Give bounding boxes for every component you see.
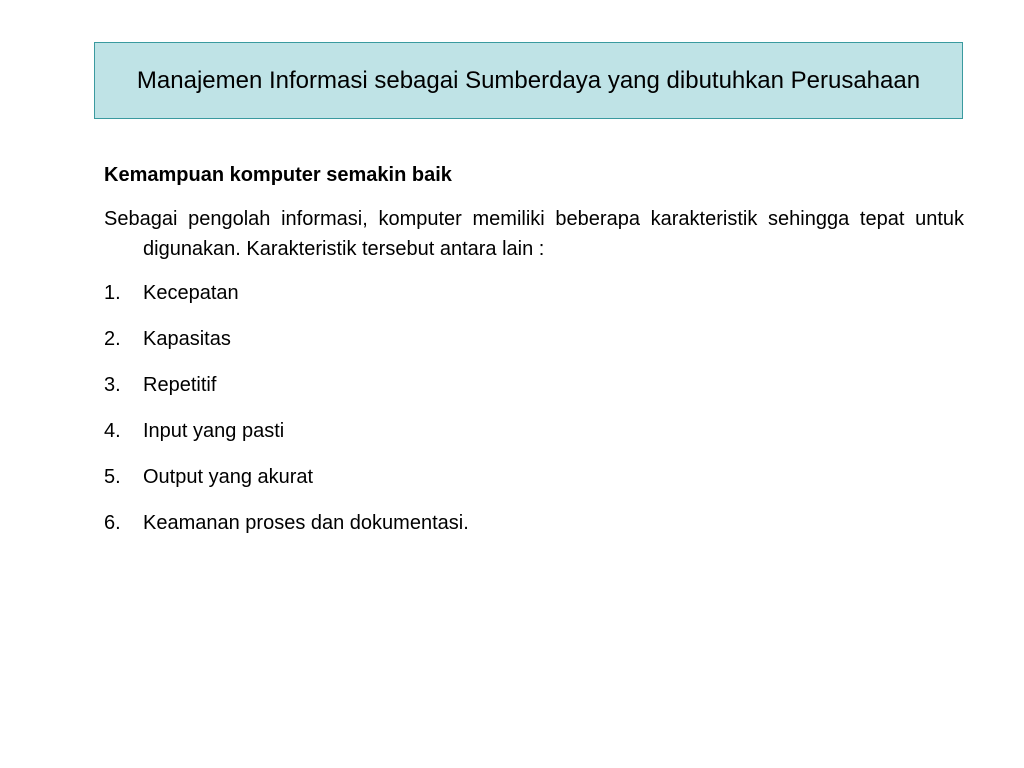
list-item-number: 1.: [104, 282, 121, 304]
section-heading: Kemampuan komputer semakin baik: [104, 164, 452, 186]
list-item: [104, 324, 964, 354]
characteristics-list: [104, 278, 964, 538]
list-item-text: Kapasitas: [143, 328, 231, 350]
list-item-number: 5.: [104, 466, 121, 488]
title-box: [94, 42, 963, 119]
list-item: [104, 416, 964, 446]
list-item-number: 4.: [104, 420, 121, 442]
list-item: [104, 508, 964, 538]
intro-paragraph: Sebagai pengolah informasi, komputer memiliki beberapa karakteristik sehingga tepat untuk digunakan. Karakteristik tersebut antara lain :: [104, 208, 964, 260]
list-item-number: 6.: [104, 512, 121, 534]
list-item: [104, 278, 964, 308]
slide-title: Manajemen Informasi sebagai Sumberdaya yang dibutuhkan Perusahaan: [136, 66, 921, 94]
list-item-number: 2.: [104, 328, 121, 350]
list-item-text: Input yang pasti: [143, 420, 285, 442]
slide-body: [104, 160, 964, 554]
list-item: [104, 370, 964, 400]
list-item-text: Output yang akurat: [143, 466, 314, 488]
list-item-text: Repetitif: [143, 374, 217, 396]
list-item-text: Kecepatan: [143, 282, 239, 304]
list-item: [104, 462, 964, 492]
list-item-text: Keamanan proses dan dokumentasi.: [143, 512, 469, 534]
list-item-number: 3.: [104, 374, 121, 396]
